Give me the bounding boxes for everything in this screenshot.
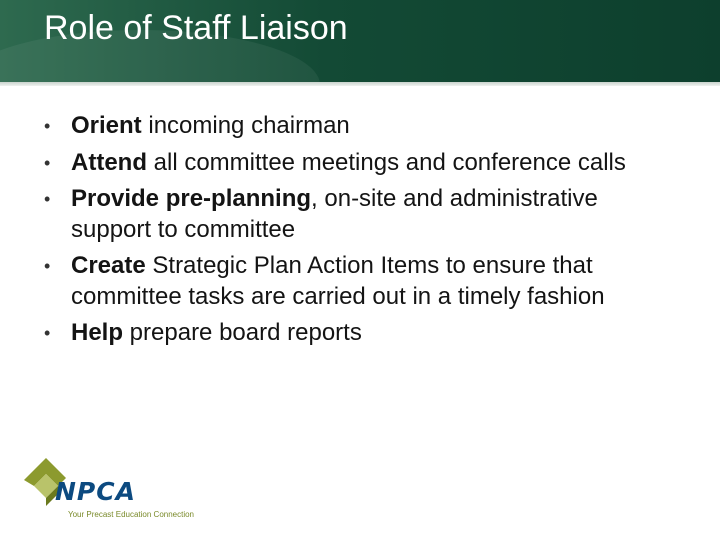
header-divider <box>0 82 720 86</box>
bullet-item <box>44 111 674 142</box>
bullet-bold-text: Orient <box>71 112 142 139</box>
bullet-item <box>44 318 674 349</box>
bullet-text: all committee meetings and conference calls <box>146 148 626 176</box>
bullet-bold-text: Provide pre-planning <box>71 185 312 212</box>
logo-brand-text: NPCA <box>55 477 136 506</box>
bullet-list <box>44 111 674 355</box>
bullet-text: prepare board reports <box>123 319 362 346</box>
bullet-dot-icon: • <box>44 189 51 209</box>
bullet-bold-text: Create <box>71 252 146 279</box>
slide-title: Role of Staff Liaison <box>44 9 348 47</box>
bullet-item <box>44 148 674 179</box>
logo-tagline: Your Precast Education Connection <box>68 510 195 519</box>
slide-header <box>0 0 720 82</box>
bullet-bold-text: Help <box>71 319 124 346</box>
bullet-text: , on-site and administrative support to committee <box>71 185 598 243</box>
bullet-item <box>44 184 674 245</box>
bullet-dot-icon: • <box>44 256 51 276</box>
bullet-bold-text: Attend <box>71 148 147 176</box>
bullet-text: Strategic Plan Action Items to ensure that committee tasks are carried out in a timely fashion <box>71 252 605 310</box>
bullet-dot-icon: • <box>44 323 51 343</box>
bullet-dot-icon: • <box>44 152 51 173</box>
bullet-item <box>44 251 674 312</box>
bullet-text: incoming chairman <box>141 112 350 139</box>
bullet-dot-icon: • <box>44 116 51 136</box>
npca-logo <box>22 456 202 522</box>
